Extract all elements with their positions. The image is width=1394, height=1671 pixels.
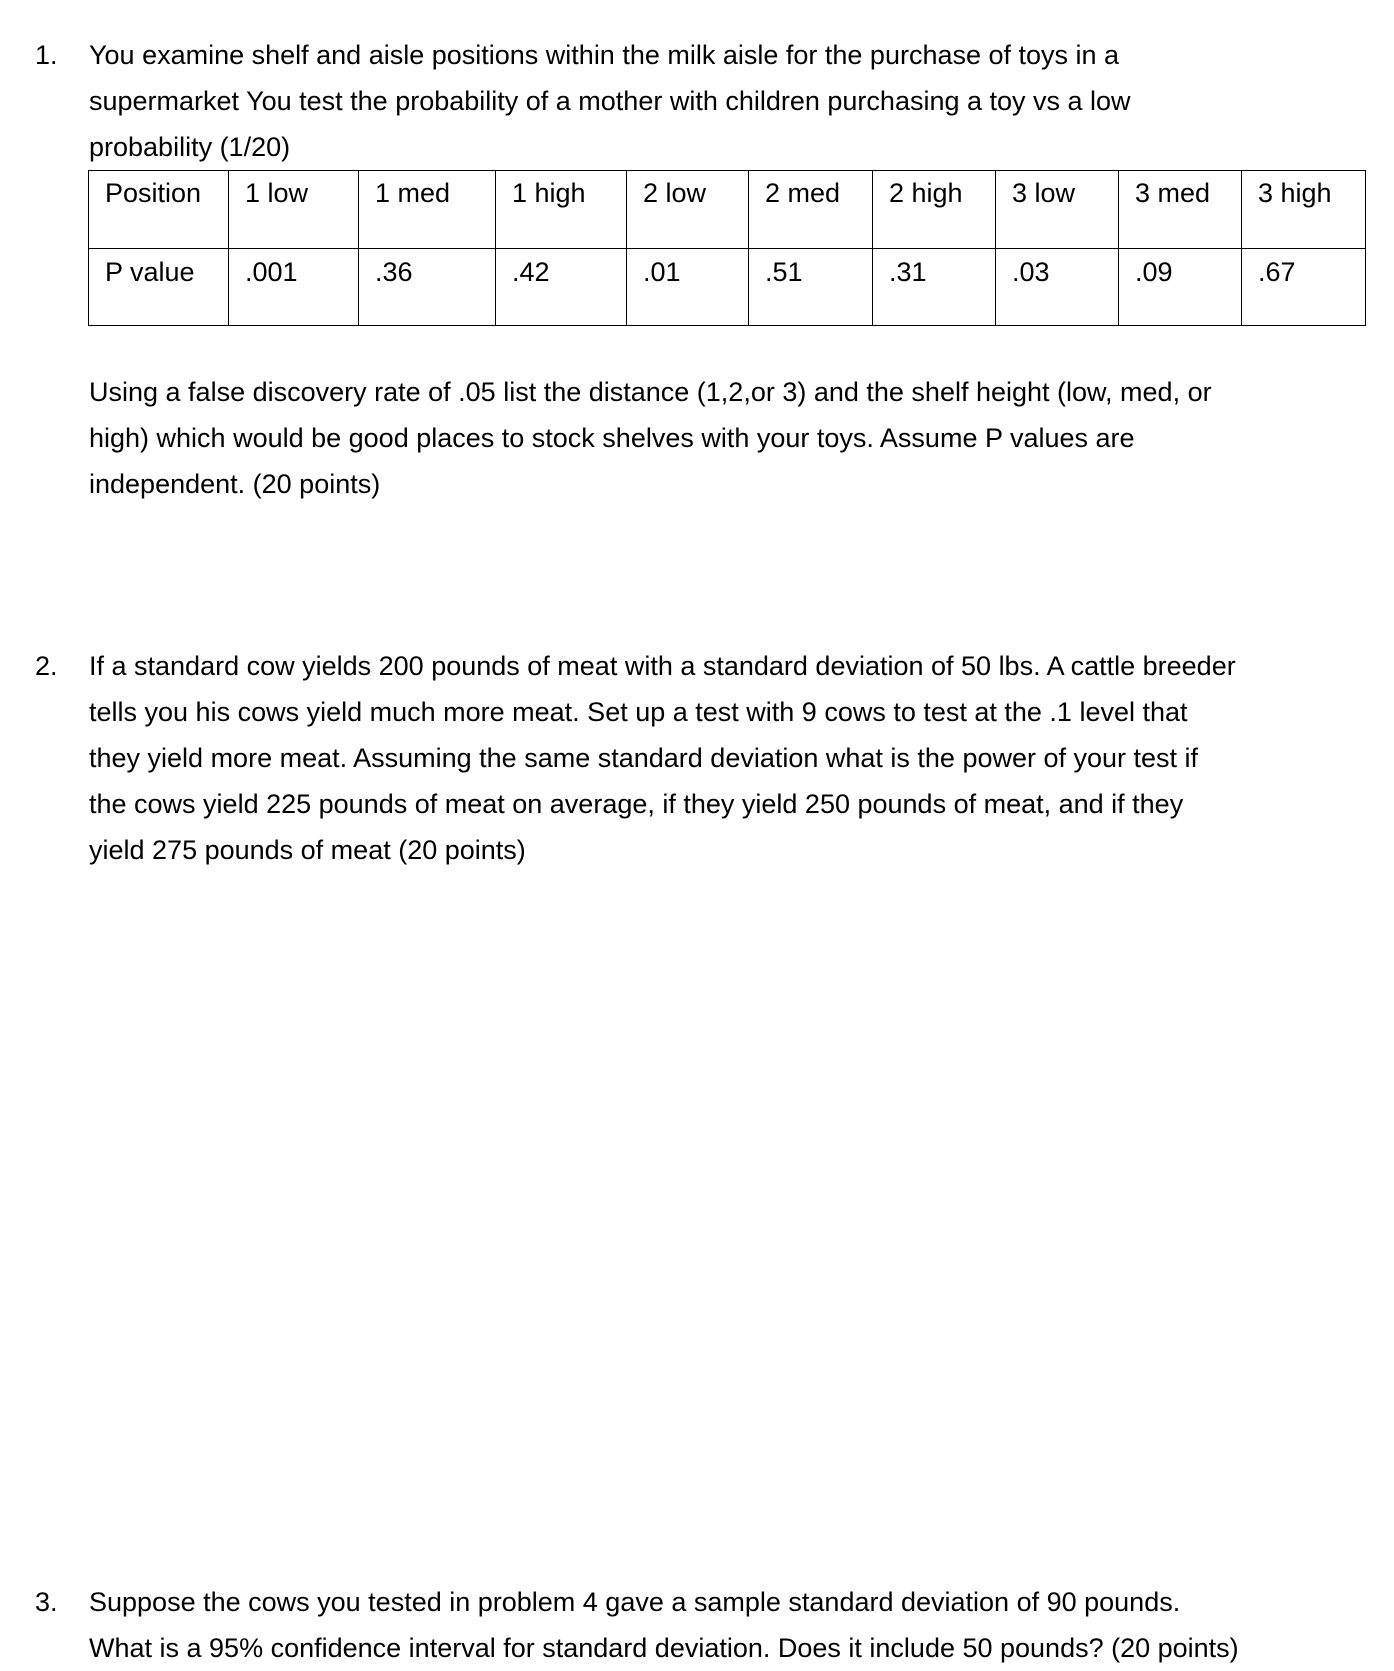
table-header-cell: 2 med [749,171,873,249]
table-cell: .42 [496,249,627,326]
table-header-cell: 3 low [996,171,1119,249]
table-cell: .31 [873,249,996,326]
question-number: 2. [35,651,58,681]
table-header-row [89,171,1366,249]
question-line: they yield more meat. Assuming the same standard deviation what is the power of your test if [89,743,1199,773]
table-cell: .67 [1242,249,1366,326]
followup-line: independent. (20 points) [89,469,381,499]
question-line: tells you his cows yield much more meat. Set up a test with 9 cows to test at the .1 level that [89,697,1188,727]
question-number: 1. [35,40,58,70]
table-row [89,249,1366,326]
table-header-cell: 3 high [1242,171,1366,249]
question-text [89,1579,1374,1671]
table-header-cell: 2 high [873,171,996,249]
table-cell: .001 [229,249,359,326]
question-number: 3. [35,1587,58,1617]
question-text [89,32,1374,170]
table-header-cell: 1 med [359,171,496,249]
table-header-cell: 1 low [229,171,359,249]
table-header-cell: 3 med [1119,171,1242,249]
question-line: the cows yield 225 pounds of meat on average, if they yield 250 pounds of meat, and if they [89,789,1184,819]
table-cell: P value [89,249,229,326]
question-line: yield 275 pounds of meat (20 points) [89,835,526,865]
question-line: supermarket You test the probability of a mother with children purchasing a toy vs a low [89,86,1131,116]
question-line: probability (1/20) [89,132,291,162]
table-header-cell: 1 high [496,171,627,249]
question-text [89,643,1374,873]
question-line: What is a 95% confidence interval for standard deviation. Does it include 50 pounds? (20 points) [89,1633,1239,1663]
p-value-table [88,170,1366,326]
table-cell: .09 [1119,249,1242,326]
question-line: You examine shelf and aisle positions within the milk aisle for the purchase of toys in a [89,40,1120,70]
table-header-cell: Position [89,171,229,249]
table-cell: .01 [627,249,749,326]
question-line: Suppose the cows you tested in problem 4 gave a sample standard deviation of 90 pounds. [89,1587,1181,1617]
question-line: If a standard cow yields 200 pounds of meat with a standard deviation of 50 lbs. A cattle breeder [89,651,1236,681]
followup-line: Using a false discovery rate of .05 list the distance (1,2,or 3) and the shelf height (low, med, or [89,377,1212,407]
table-header-cell: 2 low [627,171,749,249]
table-cell: .03 [996,249,1119,326]
table-cell: .36 [359,249,496,326]
table-cell: .51 [749,249,873,326]
question-1-followup [89,369,1212,507]
followup-line: high) which would be good places to stock shelves with your toys. Assume P values are [89,423,1135,453]
